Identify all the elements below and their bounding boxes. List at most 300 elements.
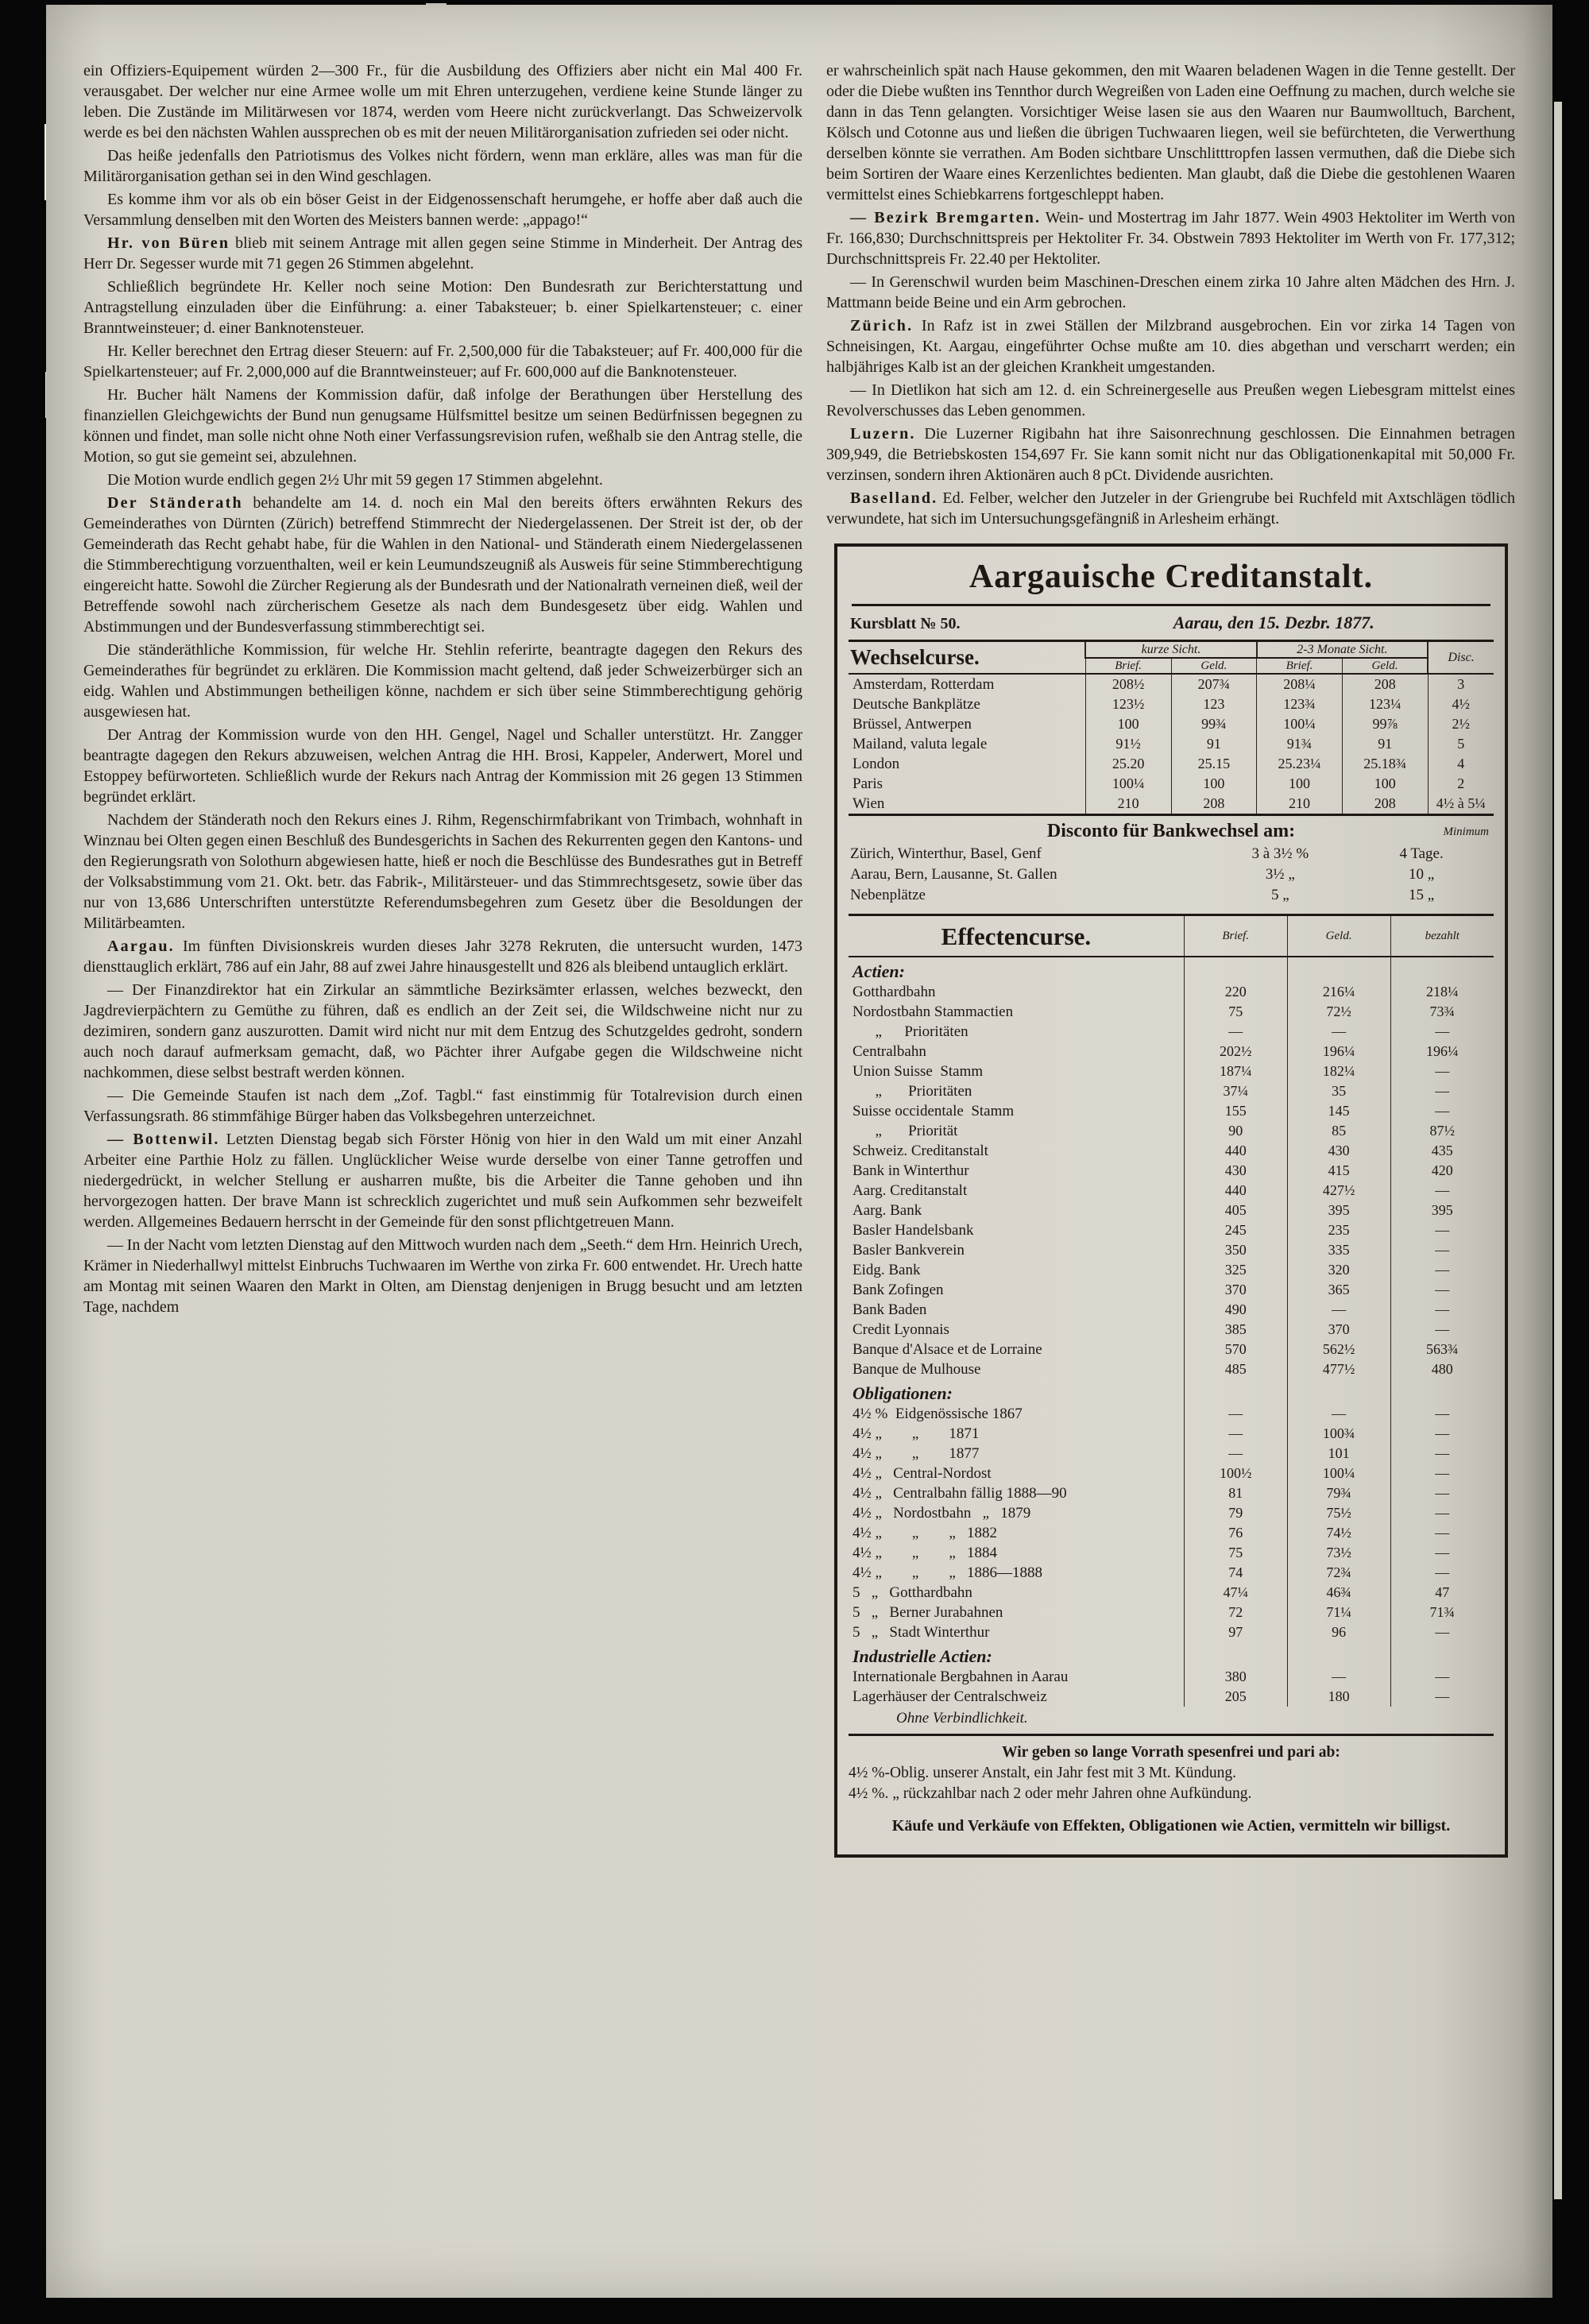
price-value: — bbox=[1390, 1280, 1494, 1300]
price-value: 85 bbox=[1287, 1121, 1390, 1141]
price-value: 477½ bbox=[1287, 1359, 1390, 1379]
security-name: Schweiz. Creditanstalt bbox=[852, 1143, 988, 1159]
rate-value: 5 bbox=[1428, 734, 1494, 754]
offer-line: 4½ %. „ rückzahlbar nach 2 oder mehr Jahren ohne Aufkündung. bbox=[849, 1785, 1252, 1802]
price-value: — bbox=[1390, 1424, 1494, 1444]
news-paragraph: Aargau. Im fünften Divisionskreis wurden dieses Jahr 3278 Rekruten, die untersucht wurden, 1473 diensttauglich erklärt, 786 auf ein Jahr, 88 auf zwei Jahre hinausgestellt und 826 als bleibend untauglich erklärt. bbox=[83, 938, 802, 976]
security-row bbox=[849, 1359, 1494, 1379]
rate-value: 91¾ bbox=[1257, 734, 1343, 754]
security-name: Credit Lyonnais bbox=[852, 1321, 949, 1338]
price-value: 100½ bbox=[1184, 1464, 1287, 1483]
security-name: Nordostbahn Stammactien bbox=[852, 1003, 1014, 1020]
security-name: Internationale Bergbahnen in Aarau bbox=[852, 1669, 1069, 1685]
news-paragraph: — In der Nacht vom letzten Dienstag auf den Mittwoch wurden nach dem „Seeth.“ dem Hrn. Heinrich Urech, Krämer in Niederhallwyl mittelst Einbruchs Tuchwaaren im Werthe von zirka Fr. 600 entwendet. Hr. Urech hatte am Montag mit seinen Waaren den Markt in Olten, am Dienstag denjenigen in Brugg besucht und am letzten Tage, nachdem bbox=[83, 1236, 802, 1316]
rate-value: 100 bbox=[1342, 774, 1428, 794]
ad-place-date: Aarau, den 15. Dezbr. 1877. bbox=[1173, 613, 1374, 632]
news-paragraph: Luzern. Die Luzerner Rigibahn hat ihre Saisonrechnung geschlossen. Die Einnahmen betragen 309,949, die Betriebskosten 154,697 Fr. Sie kann somit nicht nur das Obligationenkapital mit 50,000 Fr. verzinsen, sondern ihren Aktionären auch 8 pCt. Dividende ausrichten. bbox=[826, 425, 1516, 484]
price-value: 395 bbox=[1390, 1201, 1494, 1220]
rate-value: 91 bbox=[1171, 734, 1257, 754]
security-row bbox=[849, 1603, 1494, 1622]
price-value: 74½ bbox=[1287, 1523, 1390, 1543]
security-name: Lagerhäuser der Centralschweiz bbox=[852, 1688, 1047, 1705]
security-name: „ Priorität bbox=[852, 1123, 958, 1139]
security-name: Gotthardbahn bbox=[852, 984, 936, 1000]
price-value: 370 bbox=[1287, 1320, 1390, 1340]
price-value: — bbox=[1390, 1181, 1494, 1201]
security-row bbox=[849, 1201, 1494, 1220]
place-name: Deutsche Bankplätze bbox=[852, 696, 980, 713]
price-value: 430 bbox=[1287, 1141, 1390, 1161]
price-value: 405 bbox=[1184, 1201, 1287, 1220]
security-row bbox=[849, 1464, 1494, 1483]
security-name: 4½ „ Central-Nordost bbox=[852, 1465, 992, 1482]
discount-row bbox=[850, 864, 1492, 885]
news-paragraph: — Die Gemeinde Staufen ist nach dem „Zof. Tagbl.“ fast einstimmig für Totalrevision durch einen Verfassungsrath. 86 stimmfähige Bürger haben das Volksbegehren unterzeichnet. bbox=[83, 1087, 802, 1125]
price-value: 155 bbox=[1184, 1101, 1287, 1121]
security-name: Centralbahn bbox=[852, 1043, 926, 1060]
news-paragraph: Schließlich begründete Hr. Keller noch seine Motion: Den Bundesrath zur Berichterstattung und Antragstellung einzuladen über die Einführung: a. einer Tabaksteuer; b. einer Spielkartensteuer; c. einer Branntweinsteuer; d. einer Banknotensteuer. bbox=[83, 278, 802, 337]
price-value: — bbox=[1287, 1022, 1390, 1042]
rate-value: 4 bbox=[1428, 754, 1494, 774]
price-type-header: Brief. bbox=[1085, 658, 1171, 674]
price-value: 74 bbox=[1184, 1563, 1287, 1583]
security-name: Basler Handelsbank bbox=[852, 1222, 974, 1239]
price-value: — bbox=[1287, 1404, 1390, 1424]
security-name: 4½ „ Nordostbahn „ 1879 bbox=[852, 1505, 1031, 1522]
news-paragraph: Baselland. Ed. Felber, welcher den Jutzeler in der Griengrube bei Ruchfeld mit Axtschlägen tödlich verwundete, hat sich im Untersuchungsgefängniß in Arlesheim erhängt. bbox=[826, 489, 1515, 528]
effectencurse-heading: Effectencurse. bbox=[849, 916, 1184, 957]
security-row bbox=[849, 1280, 1494, 1300]
paragraph-lead: Baselland. bbox=[850, 489, 938, 507]
exchange-rate-row bbox=[849, 774, 1494, 794]
effectencurse-table bbox=[849, 916, 1494, 1707]
price-value: 187¼ bbox=[1184, 1061, 1287, 1081]
price-value: 72½ bbox=[1287, 1002, 1390, 1022]
security-name: Aarg. Creditanstalt bbox=[852, 1182, 968, 1199]
security-name: Banque d'Alsace et de Lorraine bbox=[852, 1341, 1042, 1358]
price-value: 218¼ bbox=[1390, 982, 1494, 1002]
news-paragraph: er wahrscheinlich spät nach Hause gekommen, den mit Waaren beladenen Wagen in die Tenne gestellt. Der oder die Diebe wußten ins Tennthor durch Wegreißen von Laden eine Oeffnung zu machen, durch welche sie dann in das Tenn gelangten. Vorsichtiger Weise lasen sie aus den Waaren nur Baumwolltuch, Barchent, Kölsch und Cotonne aus und ließen die übrigen Tuchwaaren liegen, weil sie befürchteten, die Verwerthung derselben könnte sie verrathen. Am Boden sichtbare Unschlitttropfen lassen vermuthen, daß die Diebe sich beim Sortiren der Waare eines Kerzenlichtes bedienten. Man glaubt, daß die Diebe die gestohlenen Waaren vermittelst eines Schiebkarrens fortgeschleppt haben. bbox=[826, 62, 1515, 203]
price-value: — bbox=[1390, 1667, 1494, 1687]
exchange-rate-row bbox=[849, 754, 1494, 774]
price-value: 75½ bbox=[1287, 1503, 1390, 1523]
security-row bbox=[849, 1081, 1494, 1101]
rate-value: 100 bbox=[1171, 774, 1257, 794]
security-name: Banque de Mulhouse bbox=[852, 1361, 981, 1378]
price-value: 570 bbox=[1184, 1340, 1287, 1359]
security-name: 4½ „ Centralbahn fällig 1888—90 bbox=[852, 1485, 1067, 1502]
security-name: 4½ „ „ 1877 bbox=[852, 1445, 980, 1462]
price-value: — bbox=[1184, 1424, 1287, 1444]
discount-column-header: Disc. bbox=[1428, 641, 1494, 675]
right-column-articles bbox=[826, 60, 1515, 529]
discount-days: 15 „ bbox=[1409, 887, 1435, 903]
no-liability-note: Ohne Verbindlichkeit. bbox=[896, 1710, 1028, 1727]
rate-value: 208¼ bbox=[1257, 674, 1343, 694]
security-section-row bbox=[849, 957, 1494, 982]
price-value: 196¼ bbox=[1390, 1042, 1494, 1061]
price-value: 72 bbox=[1184, 1603, 1287, 1622]
security-row bbox=[849, 1161, 1494, 1181]
security-name: 5 „ Stadt Winterthur bbox=[852, 1624, 990, 1641]
security-name: Bank Zofingen bbox=[852, 1282, 944, 1298]
discount-places: Aarau, Bern, Lausanne, St. Gallen bbox=[850, 866, 1057, 883]
security-row bbox=[849, 1687, 1494, 1707]
exchange-rate-row bbox=[849, 674, 1494, 694]
price-value: — bbox=[1390, 1404, 1494, 1424]
news-paragraph: — Der Finanzdirektor hat ein Zirkular an sämmtliche Bezirksämter erlassen, welches bezweckt, den Jagdrevierpächtern zu Gemüthe zu führen, daß es endlich an der Zeit sei, die Wildschweine nicht nur zu dezimiren, sondern ganz auszurotten. Damit wird nicht nur mit dem Entzug des Schutzgeldes gedroht, sondern auch noch darauf aufmerksam gemacht, daß, wo Pächter ihrer Aufgabe gegen die Wildschweine nicht nachkommen, diese selbst bestraft werden können. bbox=[83, 981, 802, 1081]
price-value: 427½ bbox=[1287, 1181, 1390, 1201]
price-value: — bbox=[1390, 1320, 1494, 1340]
price-value: — bbox=[1390, 1240, 1494, 1260]
security-row bbox=[849, 1141, 1494, 1161]
price-value: 435 bbox=[1390, 1141, 1494, 1161]
price-value: 46¾ bbox=[1287, 1583, 1390, 1603]
rate-value: 123 bbox=[1171, 694, 1257, 714]
security-row bbox=[849, 1667, 1494, 1687]
security-row bbox=[849, 1181, 1494, 1201]
price-value: 430 bbox=[1184, 1161, 1287, 1181]
security-name: „ Prioritäten bbox=[852, 1083, 972, 1100]
security-name: Bank Baden bbox=[852, 1301, 927, 1318]
price-value: — bbox=[1390, 1464, 1494, 1483]
security-row bbox=[849, 1503, 1494, 1523]
security-row bbox=[849, 1483, 1494, 1503]
discount-places: Zürich, Winterthur, Basel, Genf bbox=[850, 845, 1042, 862]
creditanstalt-advert bbox=[834, 543, 1508, 1858]
news-paragraph: Die ständeräthliche Kommission, für welche Hr. Stehlin referirte, beantragte dagegen den Rekurs des Gemeinderathes für begründet zu erklären. Die Kommission macht geltend, daß jeder Schweizerbürger sich an eidg. Wahlen und Abstimmungen betheiligen könne, nachdem er sich über seine Stimmberechtigung gehörig ausgewiesen hat. bbox=[83, 641, 802, 721]
price-value: 79 bbox=[1184, 1503, 1287, 1523]
price-value: 75 bbox=[1184, 1543, 1287, 1563]
offer-line: 4½ %-Oblig. unserer Anstalt, ein Jahr fest mit 3 Mt. Kündung. bbox=[849, 1765, 1236, 1781]
news-paragraph: — Bottenwil. Letzten Dienstag begab sich Förster Hönig von hier in den Wald um mit einer Anzahl Arbeiter eine Parthie Holz zu fällen. Unglücklicher Weise wurde derselbe von einer Tanne getroffen und niedergedrückt, in welcher Stellung er ausharren mußte, bis die Arbeiter die Tanne gehoben und ihn hervorgezogen hatten. Der brave Mann ist schrecklich zugerichtet und muß sein Aufkommen sehr bezweifelt werden. Allgemeines Bedauern herrscht in der Gemeinde für den sonst pflichtgetreuen Mann. bbox=[83, 1131, 802, 1231]
price-value: 235 bbox=[1287, 1220, 1390, 1240]
offer-lines bbox=[849, 1742, 1494, 1804]
price-value: 370 bbox=[1184, 1280, 1287, 1300]
security-name: 5 „ Gotthardbahn bbox=[852, 1584, 972, 1601]
paragraph-lead: Hr. von Büren bbox=[107, 234, 230, 252]
rate-value: 207¾ bbox=[1171, 674, 1257, 694]
security-row bbox=[849, 1300, 1494, 1320]
security-section-row bbox=[849, 1642, 1494, 1667]
price-value: 485 bbox=[1184, 1359, 1287, 1379]
exchange-rate-row bbox=[849, 794, 1494, 815]
section-label: Actien: bbox=[852, 961, 905, 981]
price-type-header: Brief. bbox=[1184, 916, 1287, 957]
price-value: 490 bbox=[1184, 1300, 1287, 1320]
security-row bbox=[849, 1240, 1494, 1260]
offer-section bbox=[849, 1734, 1494, 1804]
discount-days: 10 „ bbox=[1409, 866, 1435, 883]
rate-value: 208 bbox=[1171, 794, 1257, 815]
paragraph-lead: Zürich. bbox=[850, 317, 914, 334]
price-value: 76 bbox=[1184, 1523, 1287, 1543]
right-column bbox=[826, 60, 1515, 1858]
rate-value: 100 bbox=[1085, 714, 1171, 734]
rate-value: 123¾ bbox=[1257, 694, 1343, 714]
price-value: 96 bbox=[1287, 1622, 1390, 1642]
paragraph-lead: Luzern. bbox=[850, 425, 916, 443]
wechselcurse-heading: Wechselcurse. bbox=[849, 641, 1085, 675]
price-value: 182¼ bbox=[1287, 1061, 1390, 1081]
news-paragraph: — Bezirk Bremgarten. Wein- und Mostertrag im Jahr 1877. Wein 4903 Hektoliter im Werth von Fr. 166,830; Durchschnittspreis per Hektoliter Fr. 34. Obstwein 7893 Hektoliter im Werth von Fr. 177,312; Durchschnittspreis Fr. 22.40 per Hektoliter. bbox=[826, 209, 1516, 268]
rate-value: 208 bbox=[1342, 794, 1428, 815]
price-value: 216¼ bbox=[1287, 982, 1390, 1002]
rate-value: 210 bbox=[1257, 794, 1343, 815]
place-name: Wien bbox=[852, 795, 885, 812]
disconto-section bbox=[849, 816, 1494, 916]
price-value: 79¾ bbox=[1287, 1483, 1390, 1503]
security-row bbox=[849, 1583, 1494, 1603]
price-value: — bbox=[1390, 1622, 1494, 1642]
price-type-header: Geld. bbox=[1287, 916, 1390, 957]
security-row bbox=[849, 1404, 1494, 1424]
price-value: — bbox=[1390, 1523, 1494, 1543]
price-value: 245 bbox=[1184, 1220, 1287, 1240]
news-paragraph: ein Offiziers-Equipement würden 2—300 Fr., für die Ausbildung des Offiziers aber nicht ein Mal 400 Fr. verausgabet. Der welcher nur eine Armee wolle um mit Ehren unterzugehen, verdiene keine Stunde länger zu leben. Die Zustände im Militärwesen vor 1874, werden vom Heere nicht zurückverlangt. Das Schweizervolk werde es bei den nächsten Wahlen aussprechen ob es mit der neuen Militärorganisation zufrieden sei oder nicht. bbox=[83, 62, 802, 141]
kursblatt-number: Kursblatt № 50. bbox=[850, 615, 961, 632]
price-value: 97 bbox=[1184, 1622, 1287, 1642]
rate-value: 123¼ bbox=[1342, 694, 1428, 714]
price-value: 440 bbox=[1184, 1181, 1287, 1201]
disconto-heading: Disconto für Bankwechsel am: bbox=[1046, 821, 1296, 841]
price-value: — bbox=[1390, 1081, 1494, 1101]
disconto-rows bbox=[850, 844, 1492, 906]
paragraph-lead: — Bezirk Bremgarten. bbox=[850, 209, 1042, 226]
rate-value: 4½ bbox=[1428, 694, 1494, 714]
price-value: — bbox=[1184, 1404, 1287, 1424]
security-row bbox=[849, 1022, 1494, 1042]
security-name: 4½ „ „ „ 1882 bbox=[852, 1525, 998, 1541]
security-row bbox=[849, 1543, 1494, 1563]
price-value: — bbox=[1390, 1687, 1494, 1707]
price-value: 325 bbox=[1184, 1260, 1287, 1280]
rate-value: 4½ à 5¼ bbox=[1428, 794, 1494, 815]
security-row bbox=[849, 1101, 1494, 1121]
security-name: 4½ „ „ „ 1886—1888 bbox=[852, 1564, 1043, 1581]
price-type-header: Geld. bbox=[1342, 658, 1428, 674]
price-value: 75 bbox=[1184, 1002, 1287, 1022]
price-value: 37¼ bbox=[1184, 1081, 1287, 1101]
security-name: Union Suisse Stamm bbox=[852, 1063, 984, 1080]
price-value: — bbox=[1390, 1101, 1494, 1121]
rate-value: 100¼ bbox=[1257, 714, 1343, 734]
exchange-rate-row bbox=[849, 694, 1494, 714]
discount-row bbox=[850, 885, 1492, 906]
price-value: — bbox=[1184, 1022, 1287, 1042]
news-paragraph: Hr. von Büren blieb mit seinem Antrage mit allen gegen seine Stimme in Minderheit. Der Antrag des Herr Dr. Segesser wurde mit 71 gegen 26 Stimmen abgelehnt. bbox=[83, 234, 802, 273]
news-paragraph: — In Dietlikon hat sich am 12. d. ein Schreinergeselle aus Preußen wegen Liebesgram mittelst eines Revolverschusses das Leben genommen. bbox=[826, 381, 1515, 420]
price-value: 72¾ bbox=[1287, 1563, 1390, 1583]
closing-note: Käufe und Verkäufe von Effekten, Obligationen wie Actien, vermitteln wir billigst. bbox=[891, 1817, 1451, 1835]
paragraph-lead: Der Ständerath bbox=[107, 494, 243, 512]
price-value: — bbox=[1390, 1300, 1494, 1320]
security-row bbox=[849, 1061, 1494, 1081]
exchange-rate-row bbox=[849, 734, 1494, 754]
price-value: 395 bbox=[1287, 1201, 1390, 1220]
price-value: 365 bbox=[1287, 1280, 1390, 1300]
left-column bbox=[83, 60, 802, 1858]
price-type-header: bezahlt bbox=[1390, 916, 1494, 957]
discount-rate: 5 „ bbox=[1271, 887, 1289, 903]
security-row bbox=[849, 1042, 1494, 1061]
security-name: Eidg. Bank bbox=[852, 1262, 921, 1278]
price-value: — bbox=[1390, 1061, 1494, 1081]
wechselcurse-table bbox=[849, 640, 1494, 816]
price-value: 415 bbox=[1287, 1161, 1390, 1181]
security-row bbox=[849, 982, 1494, 1002]
rate-value: 99⅞ bbox=[1342, 714, 1428, 734]
paragraph-lead: — Bottenwil. bbox=[107, 1131, 220, 1148]
security-name: 4½ „ „ „ 1884 bbox=[852, 1545, 998, 1561]
exchange-rate-row bbox=[849, 714, 1494, 734]
price-value: 100¼ bbox=[1287, 1464, 1390, 1483]
security-row bbox=[849, 1260, 1494, 1280]
news-paragraph: Nachdem der Ständerath noch den Rekurs eines J. Rihm, Regenschirmfabrikant von Trimbach, wohnhaft in Winznau bei Olten gegen einen Beschluß des Bundesgerichts in Sachen des Rekurrenten gegen den Kantons- und den Regierungsrath von Solothurn abgewiesen hatte, hieß er noch die Beschlüsse des Bundesrathes gut in Betreff der Volksabstimmung vom 21. Okt. betr. das Fabrik-, Militärsteuer- und das Stimmrechtsgesetz, sowie über das nur von 13,686 Unterschriften unterstützte Referendumsbegehren zum Gesetz über die Besoldungen der Militärbeamten. bbox=[83, 811, 802, 932]
paragraph-lead: Aargau. bbox=[107, 938, 175, 955]
price-value: 220 bbox=[1184, 982, 1287, 1002]
rate-value: 25.18¾ bbox=[1342, 754, 1428, 774]
price-value: 335 bbox=[1287, 1240, 1390, 1260]
price-value: 35 bbox=[1287, 1081, 1390, 1101]
price-type-header: Brief. bbox=[1257, 658, 1343, 674]
price-value: — bbox=[1390, 1022, 1494, 1042]
news-paragraph: Zürich. In Rafz ist in zwei Ställen der Milzbrand ausgebrochen. Ein vor zirka 14 Tagen von Schneisingen, Kt. Aargau, eingeführter Ochse mußte am 10. dies abgethan und verscharrt werden; ein halbjähriges Kalb ist an der gleichen Krankheit umgestanden. bbox=[826, 317, 1515, 376]
price-value: 440 bbox=[1184, 1141, 1287, 1161]
price-value: 420 bbox=[1390, 1161, 1494, 1181]
price-value: 71¼ bbox=[1287, 1603, 1390, 1622]
price-value: 47¼ bbox=[1184, 1583, 1287, 1603]
price-value: 180 bbox=[1287, 1687, 1390, 1707]
price-value: — bbox=[1390, 1563, 1494, 1583]
place-name: Amsterdam, Rotterdam bbox=[852, 676, 995, 693]
discount-places: Nebenplätze bbox=[850, 887, 926, 903]
rate-value: 100 bbox=[1257, 774, 1343, 794]
price-value: 202½ bbox=[1184, 1042, 1287, 1061]
offer-line: Wir geben so lange Vorrath spesenfrei und pari ab: bbox=[1002, 1744, 1340, 1761]
price-value: 73½ bbox=[1287, 1543, 1390, 1563]
ad-title: Aargauische Creditanstalt. bbox=[852, 556, 1490, 606]
rate-value: 2 bbox=[1428, 774, 1494, 794]
rate-value: 123½ bbox=[1085, 694, 1171, 714]
text-columns bbox=[83, 60, 1515, 1858]
price-value: — bbox=[1390, 1543, 1494, 1563]
place-name: Paris bbox=[852, 775, 883, 792]
newspaper-page bbox=[46, 5, 1552, 2298]
price-value: 81 bbox=[1184, 1483, 1287, 1503]
price-value: — bbox=[1390, 1483, 1494, 1503]
news-paragraph: Hr. Keller berechnet den Ertrag dieser Steuern: auf Fr. 2,500,000 für die Tabaksteuer; auf Fr. 400,000 für die Spielkartensteuer; auf Fr. 2,000,000 auf die Branntweinsteuer; auf Fr. 600,000 auf die Banknotensteuer. bbox=[83, 342, 802, 381]
security-row bbox=[849, 1523, 1494, 1543]
rate-value: 91 bbox=[1342, 734, 1428, 754]
security-name: Bank in Winterthur bbox=[852, 1162, 969, 1179]
discount-rate: 3 à 3½ % bbox=[1251, 845, 1309, 862]
security-name: 4½ % Eidgenössische 1867 bbox=[852, 1406, 1023, 1422]
rate-value: 25.20 bbox=[1085, 754, 1171, 774]
price-value: 100¾ bbox=[1287, 1424, 1390, 1444]
discount-rate: 3½ „ bbox=[1265, 866, 1295, 883]
price-value: 380 bbox=[1184, 1667, 1287, 1687]
security-name: Aarg. Bank bbox=[852, 1202, 922, 1219]
discount-row bbox=[850, 844, 1492, 864]
place-name: Brüssel, Antwerpen bbox=[852, 716, 972, 733]
security-section-row bbox=[849, 1379, 1494, 1404]
page-edge-highlight bbox=[1554, 102, 1562, 2199]
price-value: 320 bbox=[1287, 1260, 1390, 1280]
rate-value: 91½ bbox=[1085, 734, 1171, 754]
price-value: — bbox=[1390, 1260, 1494, 1280]
disconto-header bbox=[850, 821, 1492, 842]
price-value: 350 bbox=[1184, 1240, 1287, 1260]
disconto-minimum-label: Minimum bbox=[1443, 826, 1489, 838]
price-value: — bbox=[1390, 1444, 1494, 1464]
security-row bbox=[849, 1340, 1494, 1359]
rate-value: 3 bbox=[1428, 674, 1494, 694]
price-value: 71¾ bbox=[1390, 1603, 1494, 1622]
price-value: 563¾ bbox=[1390, 1340, 1494, 1359]
price-value: 480 bbox=[1390, 1359, 1494, 1379]
news-paragraph: Das heiße jedenfalls den Patriotismus des Volkes nicht fördern, wenn man erkläre, alles was man für die Militärorganisation gethan sei in den Wind geschlagen. bbox=[83, 147, 802, 185]
sight-group-header: 2-3 Monate Sicht. bbox=[1257, 641, 1428, 659]
news-paragraph: Die Motion wurde endlich gegen 2½ Uhr mit 59 gegen 17 Stimmen abgelehnt. bbox=[107, 471, 603, 489]
price-value: 90 bbox=[1184, 1121, 1287, 1141]
price-value: 145 bbox=[1287, 1101, 1390, 1121]
price-value: 205 bbox=[1184, 1687, 1287, 1707]
rate-value: 208½ bbox=[1085, 674, 1171, 694]
rate-value: 25.15 bbox=[1171, 754, 1257, 774]
price-value: 562½ bbox=[1287, 1340, 1390, 1359]
discount-days: 4 Tage. bbox=[1399, 845, 1444, 862]
place-name: London bbox=[852, 756, 900, 772]
rate-value: 2½ bbox=[1428, 714, 1494, 734]
news-paragraph: — In Gerenschwil wurden beim Maschinen-Dreschen einem zirka 10 Jahre alten Mädchen des Hrn. J. Mattmann beide Beine und ein Arm gebrochen. bbox=[826, 273, 1515, 311]
news-paragraph: Der Ständerath behandelte am 14. d. noch ein Mal den bereits öfters erwähnten Rekurs des Gemeinderathes von Dürnten (Zürich) betreffend Stimmrecht der Niedergelassenen. Der Streit ist der, ob der Gemeinderath das Recht gehabt habe, für die Wahlen in den National- und Ständerath einem Niedergelassenen die Stimmberechtigung vorzuenthalten, weil er kein Leumundszeugniß als Ausweis für seine Stimmberechtigung eingereicht hatte. Sowohl die Zürcher Regierung als der Bundesrath und der Nationalrath verneinen dieß, weil der Betreffende sowohl nach zürcherischem Gesetze als nach dem Bundesgesetz über eidg. Wahlen und Abstimmungen und der Bundesverfassung stimmberechtigt sei. bbox=[83, 494, 802, 636]
price-type-header: Geld. bbox=[1171, 658, 1257, 674]
sight-group-header: kurze Sicht. bbox=[1085, 641, 1256, 659]
place-name: Mailand, valuta legale bbox=[852, 736, 988, 752]
security-row bbox=[849, 1220, 1494, 1240]
security-row bbox=[849, 1002, 1494, 1022]
security-name: „ Prioritäten bbox=[852, 1023, 968, 1040]
news-paragraph: Der Antrag der Kommission wurde von den HH. Gengel, Nagel und Schaller unterstützt. Hr. Zangger beantragte dagegen den Rekurs abzuweisen, welchen Antrag die HH. Brosi, Kappeler, Anderwert, Morel und Estoppey befürworteten. Schließlich wurde der Rekurs nach Antrag der Kommission mit 26 gegen 13 Stimmen begründet erklärt. bbox=[83, 726, 802, 806]
security-row bbox=[849, 1121, 1494, 1141]
price-value: 87½ bbox=[1390, 1121, 1494, 1141]
price-value: 101 bbox=[1287, 1444, 1390, 1464]
price-value: 385 bbox=[1184, 1320, 1287, 1340]
section-label: Industrielle Actien: bbox=[852, 1646, 992, 1666]
news-paragraph: Es komme ihm vor als ob ein böser Geist in der Eidgenossenschaft herumgehe, er hoffe aber daß auch die Versammlung denselben mit den Worten des Meisters bannen werde: „appago!“ bbox=[83, 191, 802, 229]
price-value: — bbox=[1287, 1300, 1390, 1320]
price-value: 47 bbox=[1390, 1583, 1494, 1603]
price-value: — bbox=[1390, 1503, 1494, 1523]
price-value: 196¼ bbox=[1287, 1042, 1390, 1061]
security-row bbox=[849, 1424, 1494, 1444]
security-row bbox=[849, 1563, 1494, 1583]
rate-value: 210 bbox=[1085, 794, 1171, 815]
price-value: — bbox=[1184, 1444, 1287, 1464]
security-name: 4½ „ „ 1871 bbox=[852, 1425, 980, 1442]
security-name: Suisse occidentale Stamm bbox=[852, 1103, 1015, 1119]
security-name: 5 „ Berner Jurabahnen bbox=[852, 1604, 1003, 1621]
news-paragraph: Hr. Bucher hält Namens der Kommission dafür, daß infolge der Berathungen über Herstellung des finanziellen Gleichgewichts der Bund nun genugsame Hülfsmittel besitze um seinen Bedürfnissen begegnen zu können und findet, man solle nicht ohne Noth einer Verfassungsrevision rufen, weßhalb sie den Antrag stelle, die Motion, so gut sie gemeint sei, abzulehnen. bbox=[83, 386, 802, 466]
price-value: — bbox=[1390, 1220, 1494, 1240]
price-value: 73¾ bbox=[1390, 1002, 1494, 1022]
section-label: Obligationen: bbox=[852, 1383, 953, 1403]
rate-value: 99¾ bbox=[1171, 714, 1257, 734]
rate-value: 25.23¼ bbox=[1257, 754, 1343, 774]
security-row bbox=[849, 1622, 1494, 1642]
security-row bbox=[849, 1444, 1494, 1464]
